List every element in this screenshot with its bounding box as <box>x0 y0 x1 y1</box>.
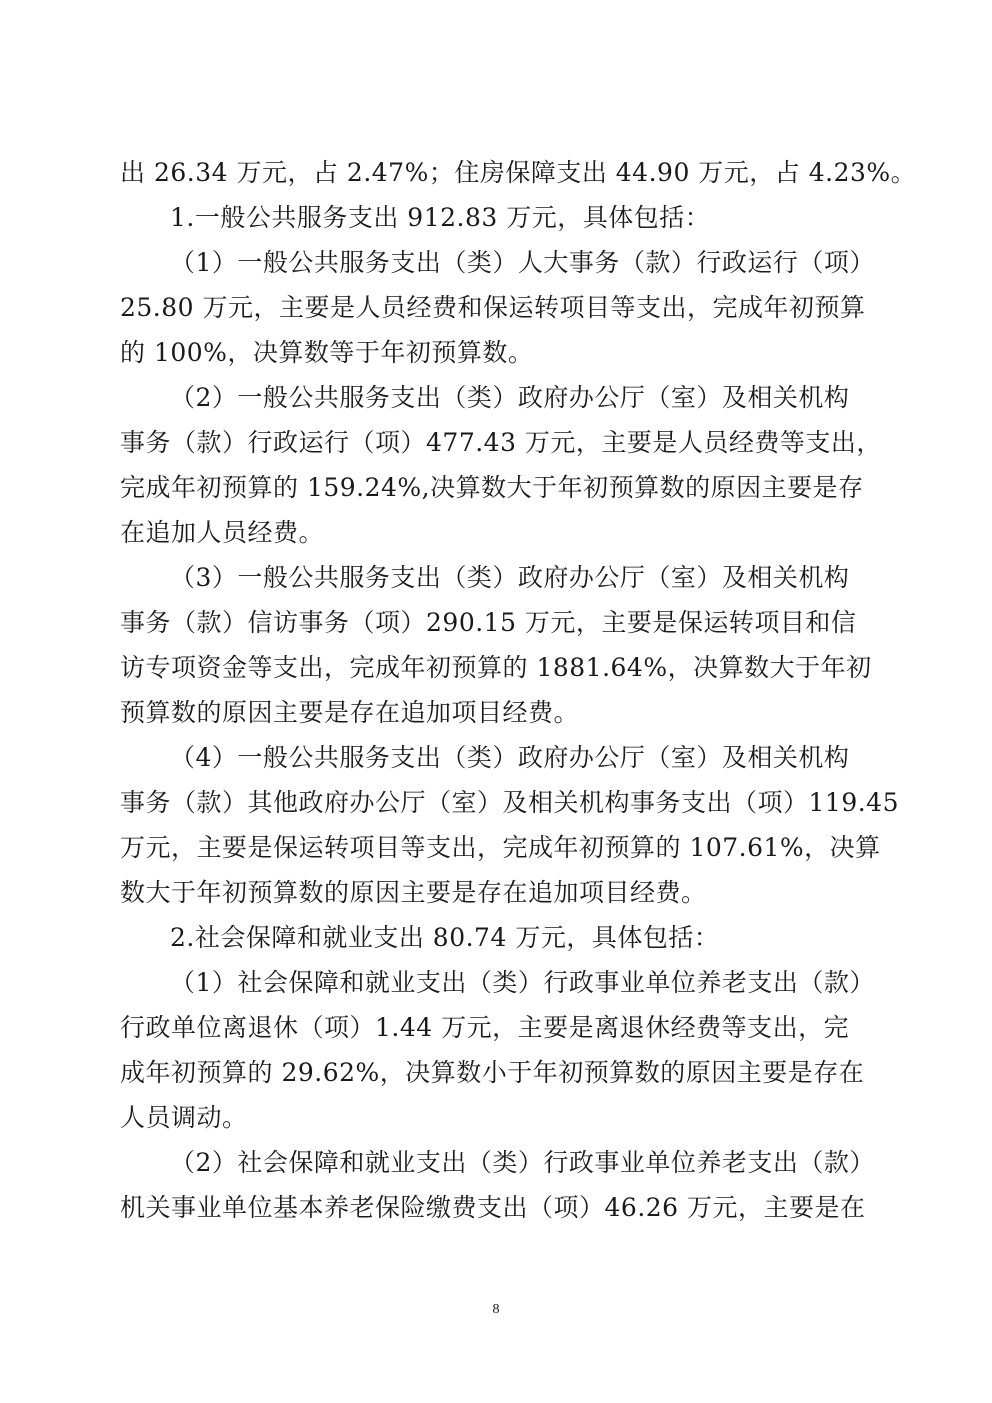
text-line: 25.80 万元，主要是人员经费和保运转项目等支出，完成年初预算 <box>120 293 866 322</box>
text-line: （3）一般公共服务支出（类）政府办公厅（室）及相关机构 <box>170 563 850 592</box>
text-line: 万元，主要是保运转项目等支出，完成年初预算的 107.61%，决算 <box>120 833 881 862</box>
text-line: 预算数的原因主要是存在追加项目经费。 <box>120 698 580 727</box>
text-line: 的 100%，决算数等于年初预算数。 <box>120 338 534 367</box>
document-body <box>120 150 917 1230</box>
text-line: 行政单位离退休（项）1.44 万元，主要是离退休经费等支出，完 <box>120 1013 850 1042</box>
text-line: 人员调动。 <box>120 1103 248 1132</box>
page-number: 8 <box>492 1302 500 1317</box>
text-line: （1）社会保障和就业支出（类）行政事业单位养老支出（款） <box>170 968 875 997</box>
text-line: 事务（款）信访事务（项）290.15 万元，主要是保运转项目和信 <box>120 608 857 637</box>
text-line: 事务（款）其他政府办公厅（室）及相关机构事务支出（项）119.45 <box>120 788 899 817</box>
text-line: （2）社会保障和就业支出（类）行政事业单位养老支出（款） <box>170 1148 875 1177</box>
text-line: 数大于年初预算数的原因主要是存在追加项目经费。 <box>120 878 707 907</box>
text-line: 出 26.34 万元，占 2.47%；住房保障支出 44.90 万元，占 4.23%。 <box>120 158 917 187</box>
text-line: 成年初预算的 29.62%，决算数小于年初预算数的原因主要是存在 <box>120 1058 865 1087</box>
text-line: （2）一般公共服务支出（类）政府办公厅（室）及相关机构 <box>170 383 850 412</box>
text-line: 1.一般公共服务支出 912.83 万元，具体包括： <box>170 203 711 232</box>
text-line: 事务（款）行政运行（项）477.43 万元，主要是人员经费等支出， <box>120 428 882 457</box>
text-line: 在追加人员经费。 <box>120 518 325 547</box>
text-line: 完成年初预算的 159.24%,决算数大于年初预算数的原因主要是存 <box>120 473 864 502</box>
text-line: （4）一般公共服务支出（类）政府办公厅（室）及相关机构 <box>170 743 850 772</box>
text-line: （1）一般公共服务支出（类）人大事务（款）行政运行（项） <box>170 248 875 277</box>
text-line: 2.社会保障和就业支出 80.74 万元，具体包括： <box>170 923 720 952</box>
text-line: 机关事业单位基本养老保险缴费支出（项）46.26 万元，主要是在 <box>120 1193 866 1222</box>
text-line: 访专项资金等支出，完成年初预算的 1881.64%，决算数大于年初 <box>120 653 872 682</box>
